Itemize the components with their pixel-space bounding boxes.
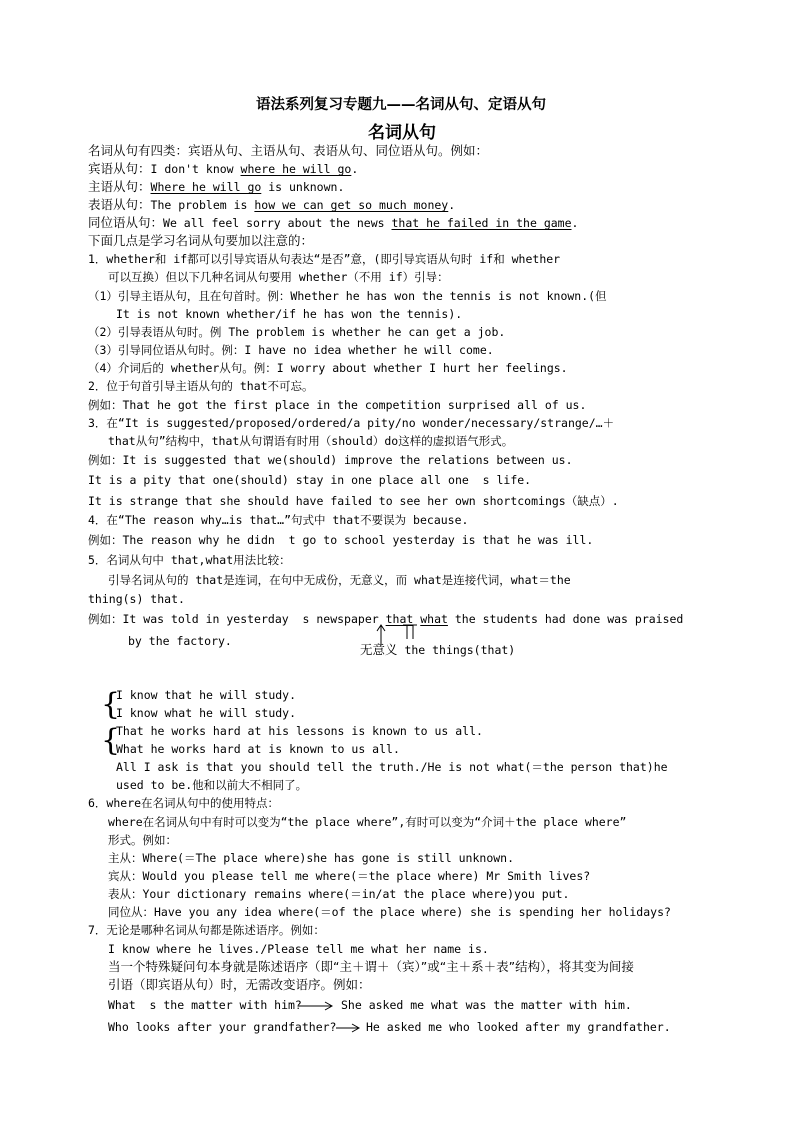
example-subject-clause: 主语从句：Where he will go is unknown.: [88, 179, 345, 194]
point-7-line-a: 当一个特殊疑问句本身就是陈述语序（即“主＋谓＋（宾）”或“主＋系＋表”结构），将其变为间接: [108, 959, 634, 974]
point-3-example-1: 例如：It is suggested that we(should) improve the relations between us.: [88, 453, 573, 467]
pair-1-a: I know that he will study.: [116, 688, 297, 702]
point-1-sub-1a: （1）引导主语从句，且在句首时。例：Whether he has won the tennis is not known.(但: [88, 289, 607, 303]
intro-line: 名词从句有四类：宾语从句、主语从句、表语从句、同位语从句。例如：: [88, 143, 489, 158]
page-title: 语法系列复习专题九——名词从句、定语从句: [256, 97, 546, 113]
point-5-line-a: 引导名词从句的 that是连词，在句中无成份，无意义，而 what是连接代词，what＝the: [108, 573, 571, 587]
point-6-example-1: 主从：Where(＝The place where)she has gone is still unknown.: [108, 851, 515, 865]
point-3-example-2: It is a pity that one(should) stay in one place all one s life.: [88, 473, 532, 487]
point-2: 2．位于句首引导主语从句的 that不可忘。: [88, 379, 314, 393]
point-1-sub-3: （3）引导同位语从句时。例：I have no idea whether he will come.: [88, 343, 494, 357]
point-7-example-2-question: Who looks after your grandfather?: [108, 1020, 337, 1034]
example-appositive-clause: 同位语从句：We all feel sorry about the news that he failed in the game.: [88, 215, 579, 230]
point-3-line-a: 3．在“It is suggested/proposed/ordered/a pity/no wonder/necessary/strange/…＋: [88, 416, 615, 430]
point-5-line-b: thing(s) that.: [88, 592, 185, 606]
point-3-line-b: that从句”结构中，that从句谓语有时用（should）do这样的虚拟语气形式。: [108, 434, 514, 448]
point-1-sub-4: （4）介词后的 whether从句。例：I worry about whether I hurt her feelings.: [88, 361, 568, 375]
point-1-sub-1b: It is not known whether/if he has won the tennis).: [116, 307, 463, 321]
point-7-line-b: 引语（即宾语从句）时，无需改变语序。例如：: [108, 977, 371, 992]
point-7-example: I know where he lives./Please tell me what her name is.: [108, 942, 489, 956]
point-1-sub-2: （2）引导表语从句时。例 The problem is whether he can get a job.: [88, 325, 506, 339]
point-6-example-2: 宾从：Would you please tell me where(＝the place where) Mr Smith lives?: [108, 869, 591, 883]
equals-vertical-icon: [402, 624, 418, 640]
point-5-line-c: All I ask is that you should tell the truth./He is not what(＝the person that)he: [116, 760, 668, 774]
point-6-example-4: 同位从：Have you any idea where(＝of the place where) she is spending her holidays?: [108, 905, 671, 919]
point-3-example-3: It is strange that she should have failed to see her own shortcomings（缺点）.: [88, 494, 619, 508]
point-5-example-cont: by the factory.: [128, 634, 232, 648]
right-arrow-icon: [336, 1023, 360, 1033]
notes-heading: 下面几点是学习名词从句要加以注意的：: [88, 233, 314, 248]
point-4-example: 例如：The reason why he didn t go to school yesterday is that he was ill.: [88, 533, 594, 547]
brace-icon: {: [101, 687, 121, 722]
point-4: 4．在“The reason why…is that…”句式中 that不要误为 because.: [88, 513, 469, 527]
point-5: 5．名词从句中 that,what用法比较：: [88, 553, 291, 567]
point-6: 6．where在名词从句中的使用特点：: [88, 796, 280, 810]
brace-icon: {: [101, 723, 121, 758]
point-6-example-3: 表从：Your dictionary remains where(＝in/at the place where)you put.: [108, 887, 570, 901]
pair-1-b: I know what he will study.: [116, 706, 297, 720]
point-2-example: 例如：That he got the first place in the competition surprised all of us.: [88, 398, 587, 412]
point-6-line-b: 形式。例如：: [108, 833, 177, 847]
point-1-line-b: 可以互换）但以下几种名词从句要用 whether（不用 if）引导：: [108, 270, 449, 284]
point-7-example-2-answer: He asked me who looked after my grandfather.: [366, 1020, 671, 1034]
point-6-line-a: where在名词从句中有时可以变为“the place where”,有时可以变为“介词＋the place where”: [108, 815, 627, 829]
point-7-example-1-question: What s the matter with him?: [108, 998, 302, 1012]
example-predicative-clause: 表语从句：The problem is how we can get so much money.: [88, 197, 456, 212]
example-object-clause: 宾语从句：I don't know where he will go.: [88, 161, 359, 176]
right-arrow-icon: [299, 1001, 333, 1011]
point-5-example: 例如：It was told in yesterday s newspaper that what the students had done was praised: [88, 612, 684, 626]
point-7: 7．无论是哪种名词从句都是陈述语序。例如：: [88, 923, 325, 937]
section-heading: 名词从句: [368, 123, 436, 143]
pair-2-b: What he works hard at is known to us all.: [116, 742, 400, 756]
point-5-line-d: used to be.他和以前大不相同了。: [116, 778, 308, 792]
point-7-example-1-answer: She asked me what was the matter with him.: [341, 998, 632, 1012]
pair-2-a: That he works hard at his lessons is known to us all.: [116, 724, 483, 738]
point-1-line-a: 1．whether和 if都可以引导宾语从句表达“是否”意，(即引导宾语从句时 if和 whether: [88, 252, 561, 266]
point-5-annotation: 无意义 the things(that): [360, 642, 516, 657]
